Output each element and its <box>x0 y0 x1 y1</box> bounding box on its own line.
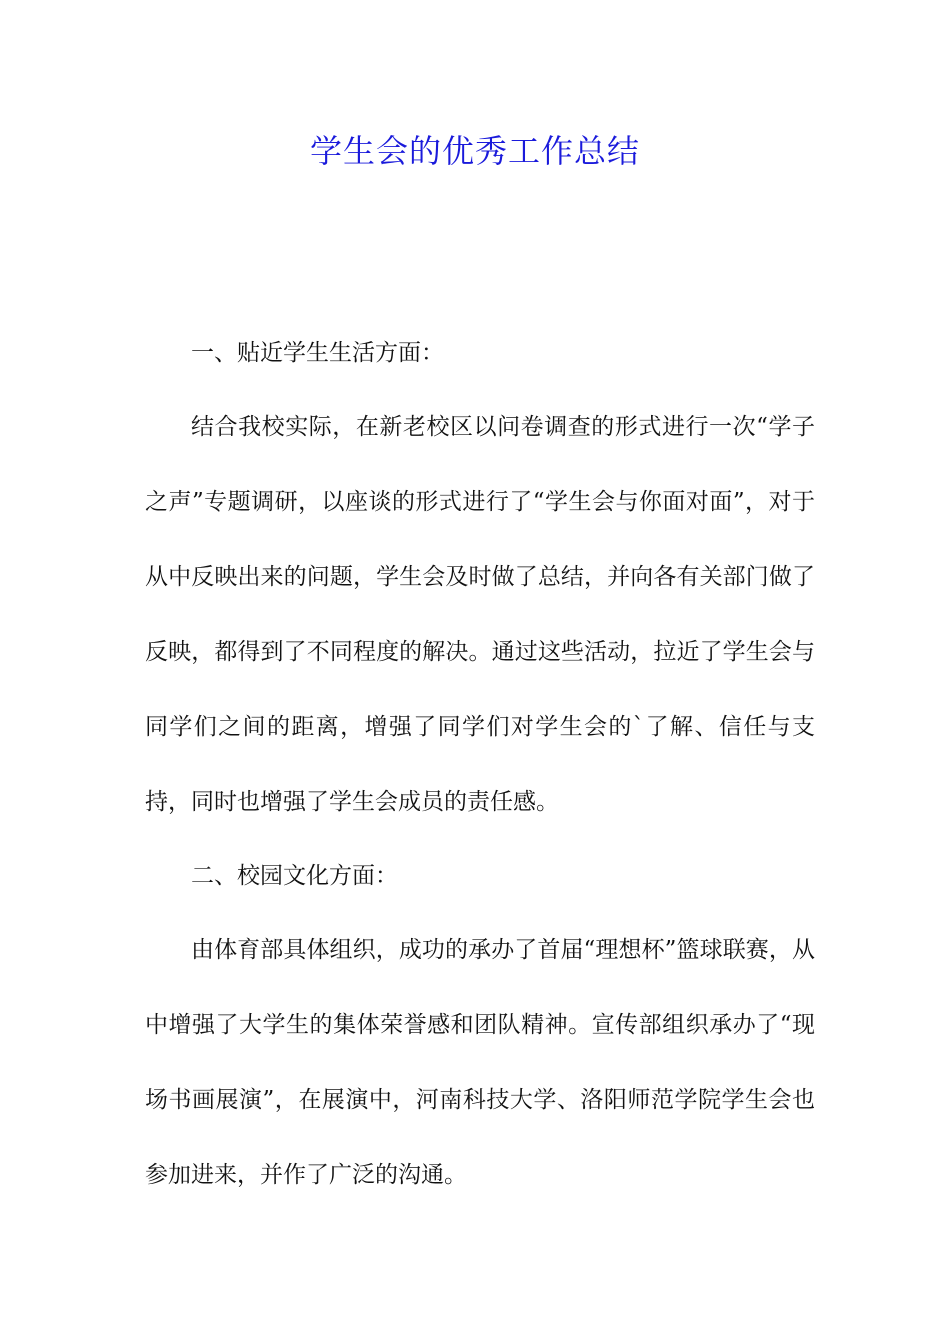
section-heading-1: 一、贴近学生生活方面： <box>191 340 444 366</box>
section-heading-2: 二、校园文化方面： <box>191 863 398 889</box>
document-title: 学生会的优秀工作总结 <box>309 132 640 170</box>
document-body <box>145 335 815 1213</box>
section-paragraph-2: 由体育部具体组织，成功的承办了首届“理想杯”篮球联赛，从中增强了大学生的集体荣誉感和团队精神。宣传部组织承办了“现场书画展演”，在展演中，河南科技大学、洛阳师范学院学生会也参加进来，并作了广泛的沟通。 <box>145 937 815 1188</box>
section-paragraph-1: 结合我校实际，在新老校区以问卷调查的形式进行一次“学子之声”专题调研，以座谈的形式进行了“学生会与你面对面”，对于从中反映出来的问题，学生会及时做了总结，并向各有关部门做了反映，都得到了不同程度的解决。通过这些活动，拉近了学生会与同学们之间的距离，增强了同学们对学生会的`了解、信任与支持，同时也增强了学生会成员的责任感。 <box>145 414 815 815</box>
